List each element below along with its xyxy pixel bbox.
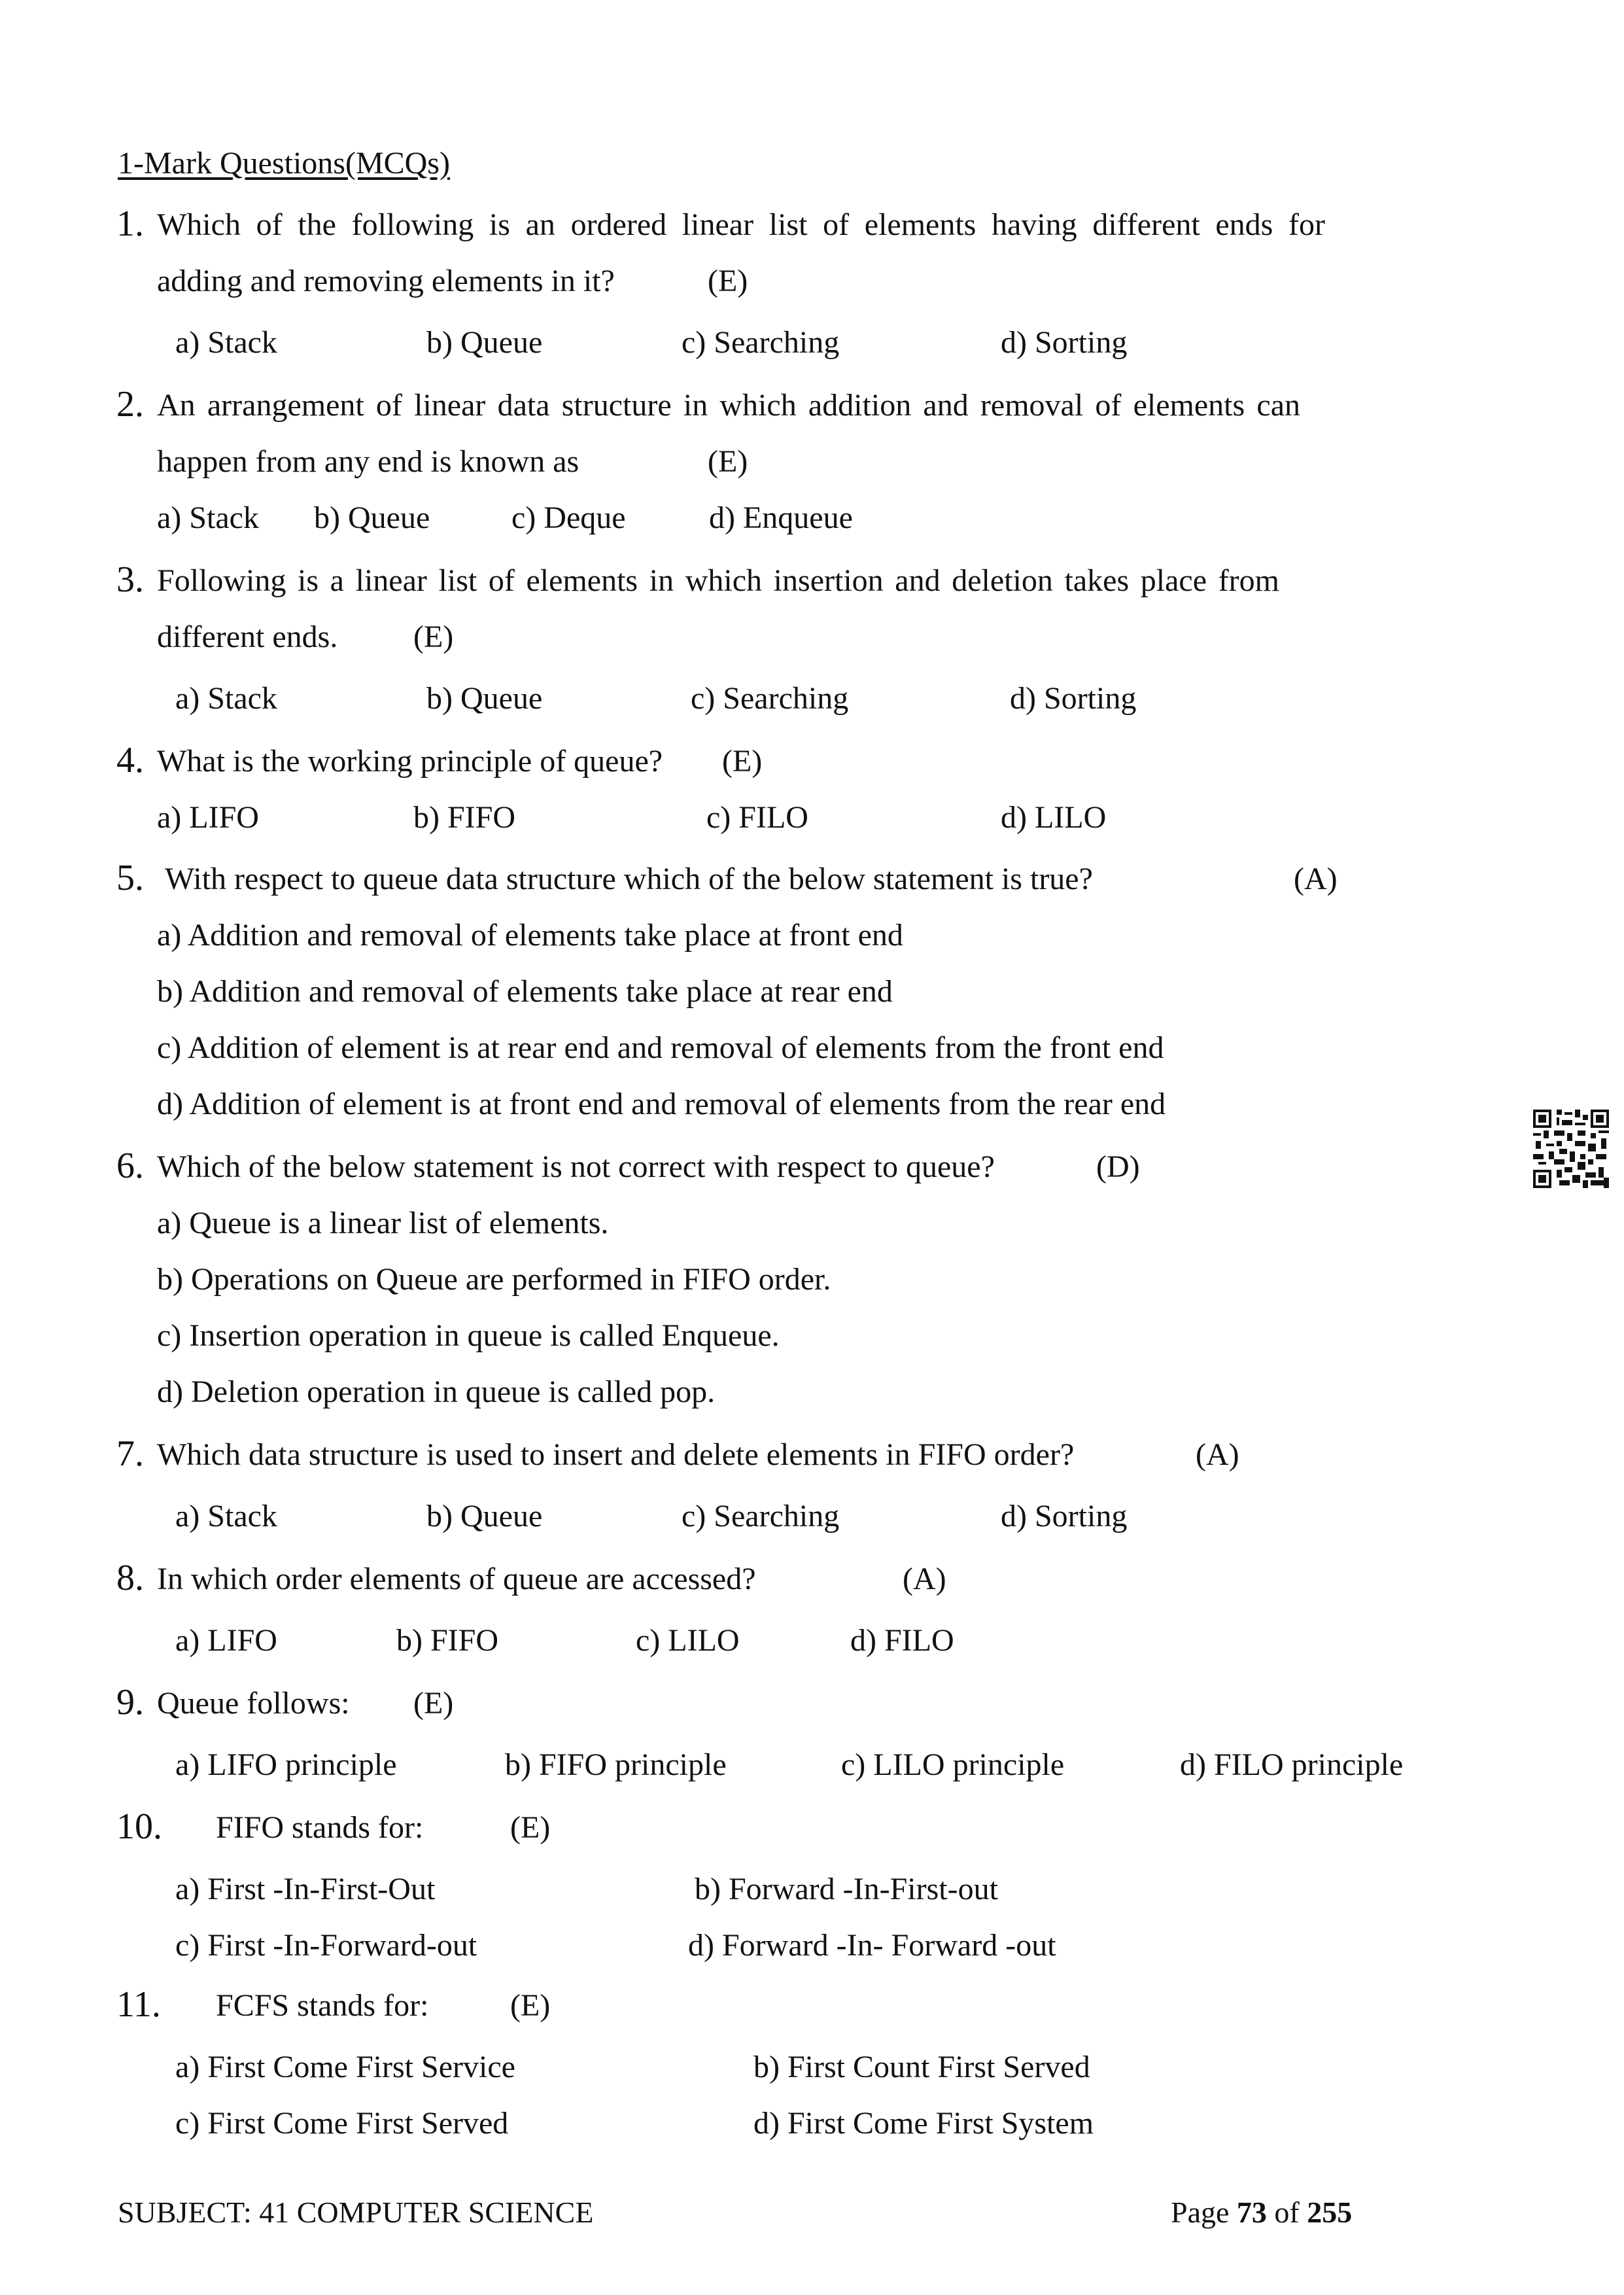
question-text: adding and removing elements in it? <box>157 264 615 298</box>
answer-key: (E) <box>510 1988 551 2023</box>
option: a) Stack <box>175 325 277 360</box>
answer-key: (A) <box>903 1562 946 1596</box>
option: d) Addition of element is at front end and removal of elements from the rear end <box>157 1087 1166 1121</box>
option: a) First -In-First-Out <box>175 1872 436 1906</box>
option: b) FIFO <box>396 1623 499 1658</box>
option: d) LILO <box>1001 800 1107 835</box>
question-number: 10. <box>116 1806 162 1847</box>
question-number: 1. <box>116 203 144 244</box>
option: c) FILO <box>706 800 808 835</box>
answer-key: (E) <box>722 744 763 779</box>
question-text: FCFS stands for: <box>216 1988 429 2023</box>
page-of: of <box>1274 2196 1300 2229</box>
page-total: 255 <box>1307 2196 1353 2229</box>
option: c) Searching <box>682 1499 840 1533</box>
option: b) First Count First Served <box>753 2050 1090 2084</box>
option: b) FIFO <box>413 800 516 835</box>
option: b) FIFO principle <box>505 1747 727 1782</box>
heading: 1-Mark Questions(MCQs) <box>118 146 450 181</box>
option: a) Stack <box>157 500 259 535</box>
question-number: 11. <box>116 1984 161 2025</box>
option: a) LIFO principle <box>175 1747 397 1782</box>
option: a) Stack <box>175 681 277 716</box>
option: d) Sorting <box>1001 325 1128 360</box>
qr-code <box>1533 1110 1609 1188</box>
page-number <box>1171 2193 1352 2232</box>
option: a) Queue is a linear list of elements. <box>157 1206 609 1240</box>
option: c) Addition of element is at rear end and removal of elements from the front end <box>157 1030 1164 1065</box>
option: d) FILO <box>850 1623 954 1658</box>
option: d) Sorting <box>1010 681 1137 716</box>
answer-key: (D) <box>1096 1149 1140 1184</box>
question-text: Which of the following is an ordered linear list of elements having different ends for <box>157 207 1325 242</box>
question-text: Which data structure is used to insert and delete elements in FIFO order? <box>157 1437 1075 1472</box>
question-text: What is the working principle of queue? <box>157 744 663 779</box>
option: a) Addition and removal of elements take place at front end <box>157 918 903 953</box>
question-text: FIFO stands for: <box>216 1810 424 1845</box>
option: c) Deque <box>511 500 626 535</box>
option: c) First -In-Forward-out <box>175 1928 477 1963</box>
question-text: An arrangement of linear data structure in which addition and removal of elements can <box>157 388 1300 423</box>
answer-key: (E) <box>413 1686 454 1721</box>
option: a) Stack <box>175 1499 277 1533</box>
page-current: 73 <box>1236 2196 1267 2229</box>
question-text: Which of the below statement is not correct with respect to queue? <box>157 1149 995 1184</box>
answer-key: (A) <box>1196 1437 1239 1472</box>
question-number: 7. <box>116 1433 144 1474</box>
option: d) Forward -In- Forward -out <box>688 1928 1056 1963</box>
option: d) First Come First System <box>753 2106 1094 2141</box>
option: c) LILO <box>636 1623 740 1658</box>
option: b) Addition and removal of elements take place at rear end <box>157 974 893 1009</box>
option: c) Searching <box>691 681 849 716</box>
option: c) First Come First Served <box>175 2106 509 2141</box>
option: c) LILO principle <box>841 1747 1065 1782</box>
option: d) Sorting <box>1001 1499 1128 1533</box>
question-number: 9. <box>116 1682 144 1723</box>
answer-key: (E) <box>413 620 454 654</box>
option: b) Queue <box>426 1499 543 1533</box>
question-text: In which order elements of queue are accessed? <box>157 1562 756 1596</box>
option: d) Deletion operation in queue is called pop. <box>157 1375 716 1409</box>
question-text: With respect to queue data structure which of the below statement is true? <box>165 862 1093 896</box>
question-number: 2. <box>116 384 144 425</box>
answer-key: (E) <box>510 1810 551 1845</box>
option: c) Insertion operation in queue is called Enqueue. <box>157 1318 780 1353</box>
question-number: 5. <box>116 858 144 898</box>
question-number: 6. <box>116 1146 144 1186</box>
answer-key: (E) <box>708 444 748 479</box>
question-text: Following is a linear list of elements in which insertion and deletion takes place from <box>157 563 1279 598</box>
option: b) Forward -In-First-out <box>695 1872 998 1906</box>
option: d) Enqueue <box>709 500 853 535</box>
option: c) Searching <box>682 325 840 360</box>
option: b) Queue <box>426 681 543 716</box>
question-number: 3. <box>116 559 144 600</box>
option: b) Queue <box>314 500 430 535</box>
option: a) First Come First Service <box>175 2050 515 2084</box>
option: d) FILO principle <box>1180 1747 1404 1782</box>
answer-key: (A) <box>1294 862 1338 896</box>
option: b) Queue <box>426 325 543 360</box>
option: b) Operations on Queue are performed in FIFO order. <box>157 1262 831 1297</box>
question-number: 8. <box>116 1558 144 1598</box>
option: a) LIFO <box>175 1623 277 1658</box>
option: a) LIFO <box>157 800 259 835</box>
answer-key: (E) <box>708 264 748 298</box>
page-prefix: Page <box>1171 2196 1230 2229</box>
question-number: 4. <box>116 740 144 780</box>
question-text: different ends. <box>157 620 338 654</box>
footer-subject: SUBJECT: 41 COMPUTER SCIENCE <box>118 2196 594 2229</box>
question-text: Queue follows: <box>157 1686 350 1721</box>
question-text: happen from any end is known as <box>157 444 579 479</box>
